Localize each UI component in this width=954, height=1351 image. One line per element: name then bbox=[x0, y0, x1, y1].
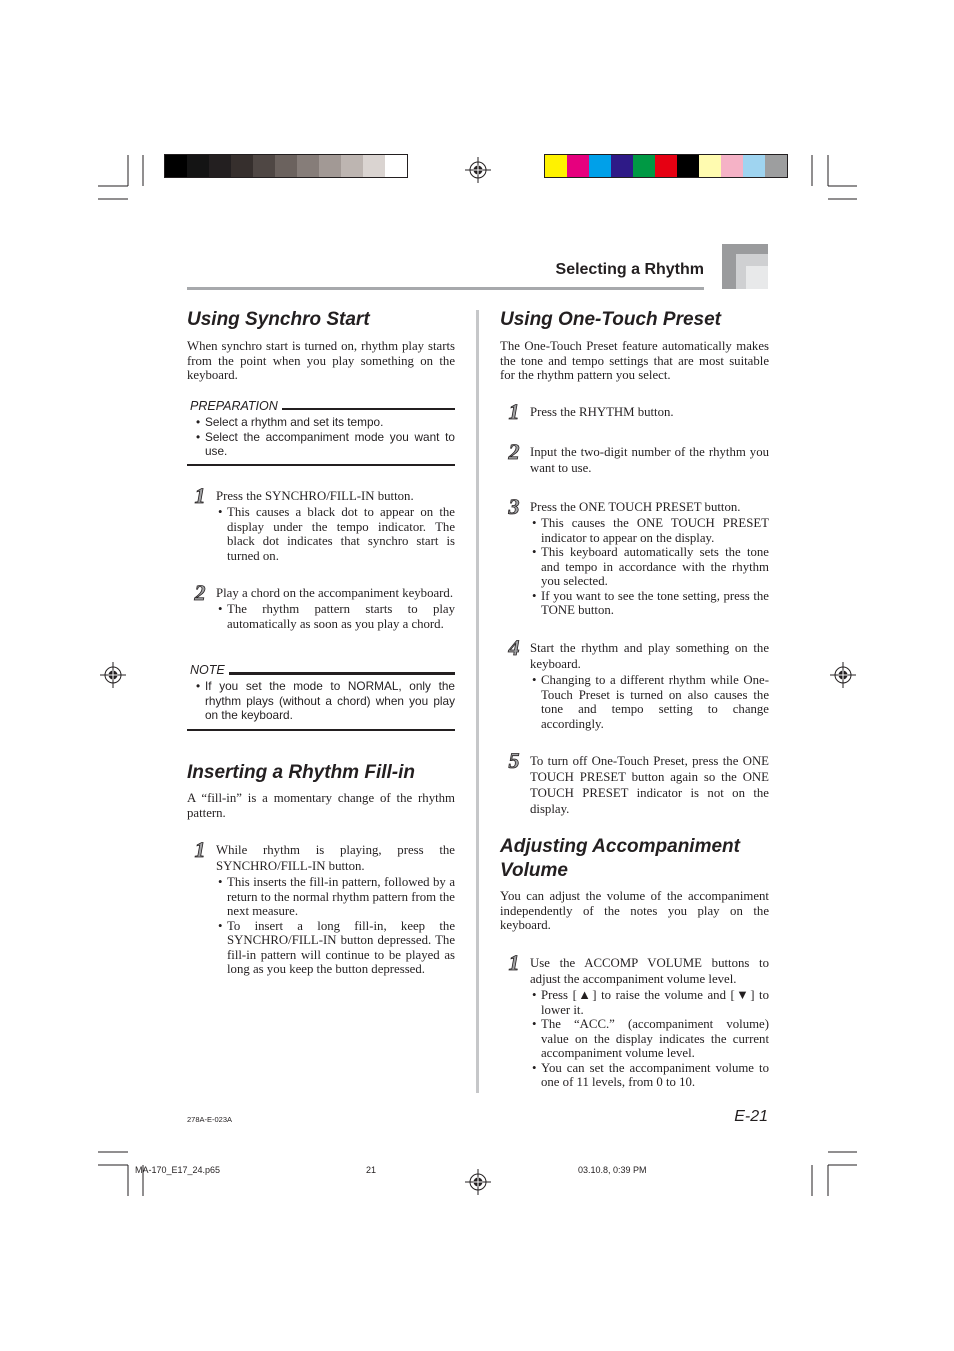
volume-step-1 bbox=[508, 950, 769, 1090]
header-rule bbox=[187, 287, 704, 290]
step-instruction: Press the RHYTHM button. bbox=[530, 405, 674, 419]
synchro-step-1 bbox=[194, 483, 455, 563]
preparation-item: • Select a rhythm and set its tempo. bbox=[205, 415, 455, 430]
grayscale-swatch bbox=[341, 155, 363, 177]
grayscale-color-bar bbox=[165, 155, 407, 177]
section-heading: Adjusting Accompaniment Volume bbox=[500, 836, 740, 881]
step-note-item: • This causes a black dot to appear on the display under the tempo indicator. The black dot indicates that synchro start is turned on. bbox=[227, 505, 455, 563]
step-number: 2 bbox=[194, 580, 206, 605]
preparation-box bbox=[187, 399, 455, 459]
preset-step-4 bbox=[508, 635, 769, 731]
step-instruction: Start the rhythm and play something on the keyboard. bbox=[530, 641, 769, 671]
note-item: • If you set the mode to NORMAL, only the rhythm plays (without a chord) when you play on the keyboard. bbox=[205, 679, 455, 723]
grayscale-swatch bbox=[275, 155, 297, 177]
section-tab-graphic bbox=[722, 244, 768, 289]
step-number: 2 bbox=[508, 439, 520, 464]
step-number: 1 bbox=[508, 950, 520, 975]
synchro-step-2 bbox=[194, 580, 455, 631]
grayscale-swatch bbox=[209, 155, 231, 177]
process-color-swatch bbox=[743, 155, 765, 177]
step-notes bbox=[541, 988, 769, 1090]
step-instruction: While rhythm is playing, press the SYNCHRO/FILL-IN button. bbox=[216, 843, 455, 873]
note-box bbox=[187, 663, 455, 723]
grayscale-swatch bbox=[231, 155, 253, 177]
step-note-item: • This keyboard automatically sets the tone and tempo in accordance with the rhythm you selected. bbox=[541, 545, 769, 589]
registration-mark bbox=[465, 157, 491, 183]
preset-step-5 bbox=[508, 748, 769, 817]
step-instruction: Use the ACCOMP VOLUME buttons to adjust the accompaniment volume level. bbox=[530, 956, 769, 986]
step-note-item: • Press [▲] to raise the volume and [▼] to lower it. bbox=[541, 988, 769, 1017]
running-header-title: Selecting a Rhythm bbox=[555, 261, 704, 278]
registration-mark bbox=[830, 662, 856, 688]
slug-filename: MA-170_E17_24.p65 bbox=[135, 1165, 221, 1175]
step-note-item: • Changing to a different rhythm while One-Touch Preset is turned on also causes the tone and tempo setting to change accordingly. bbox=[541, 673, 769, 731]
step-instruction: Input the two-digit number of the rhythm you want to use. bbox=[530, 445, 769, 475]
note-bottom-rule bbox=[187, 729, 455, 731]
process-color-swatch bbox=[545, 155, 567, 177]
preparation-bottom-rule bbox=[187, 464, 455, 466]
preparation-item: • Select the accompaniment mode you want to use. bbox=[205, 430, 455, 459]
step-number: 1 bbox=[194, 483, 206, 508]
step-note-item: • If you want to see the tone setting, press the TONE button. bbox=[541, 589, 769, 618]
registration-mark bbox=[465, 1169, 491, 1195]
process-color-swatch bbox=[611, 155, 633, 177]
column-divider bbox=[476, 310, 479, 1093]
step-note-item: • The rhythm pattern starts to play automatically as soon as you play a chord. bbox=[227, 602, 455, 631]
step-instruction: Press the ONE TOUCH PRESET button. bbox=[530, 500, 741, 514]
process-color-swatch bbox=[567, 155, 589, 177]
process-color-swatch bbox=[721, 155, 743, 177]
preset-step-2 bbox=[508, 439, 769, 476]
section-intro: When synchro start is turned on, rhythm play starts from the point when you play something on the keyboard. bbox=[187, 339, 455, 382]
grayscale-swatch bbox=[297, 155, 319, 177]
step-number: 1 bbox=[194, 837, 206, 862]
process-color-swatch bbox=[589, 155, 611, 177]
section-intro: The One-Touch Preset feature automatically makes the tone and tempo settings that are most suitable for the rhythm pattern you select. bbox=[500, 339, 769, 382]
process-color-swatch bbox=[655, 155, 677, 177]
step-note-item: • This inserts the fill-in pattern, followed by a return to the normal rhythm pattern from the next measure. bbox=[227, 875, 455, 919]
page-number: E-21 bbox=[734, 1108, 768, 1125]
registration-mark bbox=[100, 662, 126, 688]
section-intro: You can adjust the volume of the accompaniment independently of the notes you play on the keyboard. bbox=[500, 889, 769, 932]
fill-in-step-1 bbox=[194, 837, 455, 977]
document-code: 278A-E-023A bbox=[187, 1115, 233, 1124]
process-color-swatch bbox=[699, 155, 721, 177]
preset-step-3 bbox=[508, 494, 769, 618]
process-color-bar bbox=[545, 155, 787, 177]
grayscale-swatch bbox=[187, 155, 209, 177]
step-number: 5 bbox=[508, 748, 520, 773]
step-number: 3 bbox=[508, 494, 520, 519]
step-number: 1 bbox=[508, 399, 520, 424]
step-notes bbox=[227, 602, 455, 631]
section-heading: Inserting a Rhythm Fill-in bbox=[187, 762, 416, 783]
section-heading: Using Synchro Start bbox=[187, 309, 370, 330]
step-note-item: • You can set the accompaniment volume to one of 11 levels, from 0 to 10. bbox=[541, 1061, 769, 1090]
grayscale-swatch bbox=[385, 155, 407, 177]
preparation-label: PREPARATION bbox=[190, 399, 278, 413]
note-label: NOTE bbox=[190, 663, 225, 677]
grayscale-swatch bbox=[165, 155, 187, 177]
step-notes bbox=[227, 505, 455, 563]
process-color-swatch bbox=[765, 155, 787, 177]
slug-page-number: 21 bbox=[366, 1165, 377, 1175]
step-note-item: • To insert a long fill-in, keep the SYNCHRO/FILL-IN button depressed. The fill-in pattern will continue to be played as long as you keep the button depressed. bbox=[227, 919, 455, 977]
process-color-swatch bbox=[633, 155, 655, 177]
step-note-item: • The “ACC.” (accompaniment volume) value on the display indicates the current accompaniment volume level. bbox=[541, 1017, 769, 1061]
step-instruction: Press the SYNCHRO/FILL-IN button. bbox=[216, 489, 414, 503]
step-notes bbox=[541, 673, 769, 731]
section-heading: Using One-Touch Preset bbox=[500, 309, 721, 330]
preparation-list bbox=[205, 415, 455, 459]
grayscale-swatch bbox=[253, 155, 275, 177]
step-note-item: • This causes the ONE TOUCH PRESET indicator to appear on the display. bbox=[541, 516, 769, 545]
step-number: 4 bbox=[508, 635, 520, 660]
section-intro: A “fill-in” is a momentary change of the rhythm pattern. bbox=[187, 791, 455, 820]
step-instruction: Play a chord on the accompaniment keyboard. bbox=[216, 586, 454, 600]
step-notes bbox=[227, 875, 455, 977]
note-list bbox=[205, 679, 455, 723]
grayscale-swatch bbox=[363, 155, 385, 177]
slug-timestamp: 03.10.8, 0:39 PM bbox=[578, 1165, 647, 1175]
preset-step-1 bbox=[508, 399, 769, 424]
step-instruction: To turn off One-Touch Preset, press the ONE TOUCH PRESET button again so the ONE TOUCH PRESET indicator is not on the display. bbox=[530, 754, 769, 816]
process-color-swatch bbox=[677, 155, 699, 177]
step-notes bbox=[541, 516, 769, 618]
grayscale-swatch bbox=[319, 155, 341, 177]
